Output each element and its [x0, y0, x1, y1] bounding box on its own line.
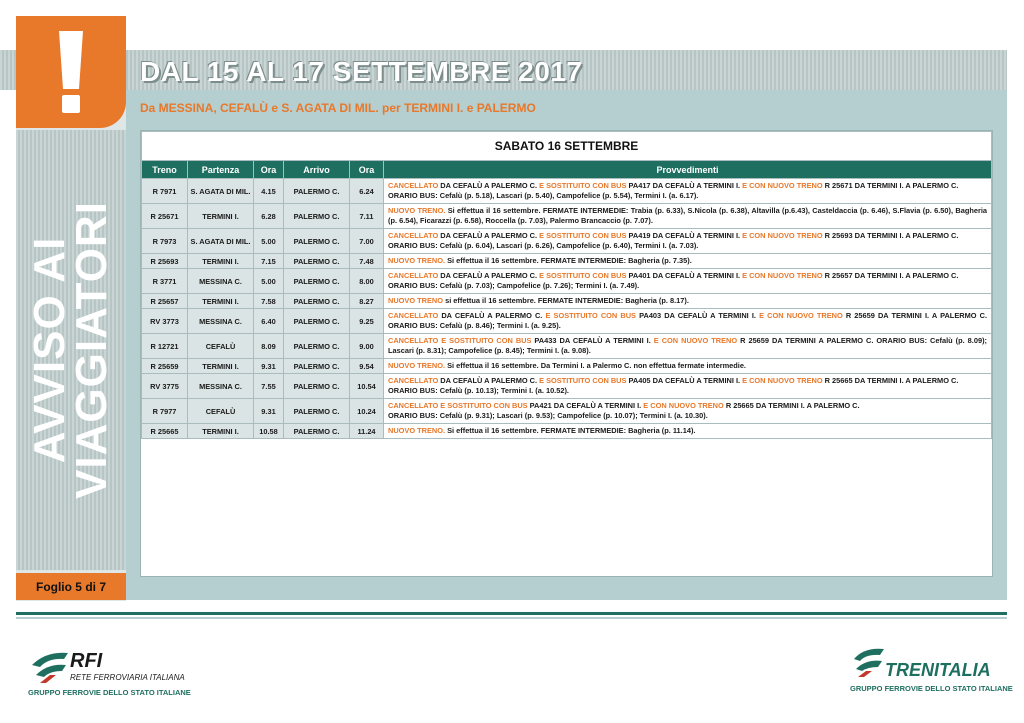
measure-highlight: NUOVO TRENO.	[388, 361, 446, 370]
measure-text: PA417 DA CEFALÙ A TERMINI I.	[626, 181, 743, 190]
arrival-cell: PALERMO C.	[284, 374, 350, 399]
arrival-time-cell: 10.24	[350, 399, 384, 424]
departure-time-cell: 8.09	[254, 334, 284, 359]
exclamation-icon	[51, 27, 91, 117]
measures-cell	[384, 269, 992, 294]
arrival-cell: PALERMO C.	[284, 294, 350, 309]
measure-text: R 25657 DA TERMINI I. A PALERMO C.	[822, 271, 959, 280]
measure-text: DA CEFALÙ A PALERMO C.	[438, 376, 540, 385]
arrival-cell: PALERMO C.	[284, 269, 350, 294]
arrival-cell: PALERMO C.	[284, 309, 350, 334]
schedule-table	[141, 131, 992, 439]
departure-time-cell: 5.00	[254, 269, 284, 294]
departure-cell: S. AGATA DI MIL.	[188, 229, 254, 254]
measure-text: PA405 DA CEFALÙ A TERMINI I.	[626, 376, 743, 385]
measure-highlight: NUOVO TRENO.	[388, 256, 446, 265]
train-cell: RV 3773	[142, 309, 188, 334]
measure-text: R 25659 DA TERMINI I. A PALERMO C. ORARIO BUS: Cefalù (p. 8.46); Termini I. (a. 9.25).	[388, 311, 987, 330]
measure-highlight: E CON NUOVO TRENO	[643, 401, 724, 410]
departure-cell: MESSINA C.	[188, 374, 254, 399]
measure-highlight: CANCELLATO E SOSTITUITO CON BUS	[388, 401, 528, 410]
measures-cell	[384, 229, 992, 254]
date-heading: SABATO 16 SETTEMBRE	[142, 132, 992, 161]
departure-cell: TERMINI I.	[188, 254, 254, 269]
train-cell: RV 3775	[142, 374, 188, 399]
arrival-time-cell: 9.54	[350, 359, 384, 374]
arrival-time-cell: 7.00	[350, 229, 384, 254]
trenitalia-brand-name: TRENITALIA	[885, 660, 991, 680]
table-row	[142, 359, 992, 374]
train-cell: R 7971	[142, 179, 188, 204]
departure-time-cell: 5.00	[254, 229, 284, 254]
arrival-time-cell: 9.25	[350, 309, 384, 334]
train-cell: R 3771	[142, 269, 188, 294]
measure-text: Si effettua il 16 settembre. FERMATE INTERMEDIE: Trabia (p. 6.33), S.Nicola (p. 6.38), Altavilla (p.6.43), Casteldaccia (p. 6.46), S.Flavia (p. 6.50), Bagheria (p. 6.54), Ficarazzi (p. 6.58), Roccella (p. 7.03), Palermo Brancaccio (p. 7.07).	[388, 206, 988, 225]
footer-rule	[16, 612, 1007, 615]
departure-cell: S. AGATA DI MIL.	[188, 179, 254, 204]
measure-text: si effettua il 16 settembre. FERMATE INTERMEDIE: Bagheria (p. 8.17).	[443, 296, 689, 305]
measures-cell	[384, 179, 992, 204]
measure-text: DA CEFALÙ A PALERMO C.	[438, 271, 540, 280]
measure-text: PA403 DA CEFALÙ A TERMINI I.	[635, 311, 760, 320]
rfi-brand-subtitle: RETE FERROVIARIA ITALIANA	[70, 673, 185, 682]
column-header: Treno	[142, 161, 188, 179]
arrival-time-cell: 6.24	[350, 179, 384, 204]
arrival-time-cell: 8.27	[350, 294, 384, 309]
arrival-cell: PALERMO C.	[284, 254, 350, 269]
column-header: Ora	[350, 161, 384, 179]
arrival-cell: PALERMO C.	[284, 229, 350, 254]
departure-cell: TERMINI I.	[188, 294, 254, 309]
vertical-title-line2: VIAGGIATORI	[67, 201, 116, 499]
measure-text: DA CEFALÙ A PALERMO C.	[438, 231, 540, 240]
departure-time-cell: 10.58	[254, 424, 284, 439]
vertical-title	[25, 201, 116, 499]
measure-highlight: E SOSTITUITO CON BUS	[539, 231, 627, 240]
measure-text: ORARIO BUS: Cefalù (p. 6.04), Lascari (p. 6.26), Campofelice (p. 6.40), Termini I. (a. 7.03).	[388, 241, 699, 250]
departure-time-cell: 9.31	[254, 399, 284, 424]
measures-cell	[384, 334, 992, 359]
departure-cell: CEFALÙ	[188, 399, 254, 424]
departure-cell: TERMINI I.	[188, 359, 254, 374]
measures-cell	[384, 399, 992, 424]
page-subtitle: Da MESSINA, CEFALÙ e S. AGATA DI MIL. per TERMINI I. e PALERMO	[140, 101, 536, 115]
measure-highlight: E CON NUOVO TRENO	[742, 376, 823, 385]
arrival-time-cell: 8.00	[350, 269, 384, 294]
measures-cell	[384, 254, 992, 269]
measure-text: R 25665 DA TERMINI I. A PALERMO C.	[822, 376, 959, 385]
measure-highlight: NUOVO TRENO.	[388, 206, 446, 215]
train-cell: R 12721	[142, 334, 188, 359]
measure-highlight: CANCELLATO	[388, 181, 439, 190]
measure-highlight: E SOSTITUITO CON BUS	[539, 181, 627, 190]
measure-highlight: E SOSTITUITO CON BUS	[545, 311, 636, 320]
departure-cell: TERMINI I.	[188, 204, 254, 229]
schedule-table-wrapper	[140, 130, 993, 577]
arrival-cell: PALERMO C.	[284, 179, 350, 204]
train-cell: R 7973	[142, 229, 188, 254]
arrival-cell: PALERMO C.	[284, 359, 350, 374]
table-body	[142, 179, 992, 439]
departure-time-cell: 4.15	[254, 179, 284, 204]
vertical-title-line1: AVVISO AI	[25, 236, 74, 464]
table-row	[142, 424, 992, 439]
measure-highlight: NUOVO TRENO	[388, 296, 444, 305]
measures-cell	[384, 359, 992, 374]
arrival-time-cell: 11.24	[350, 424, 384, 439]
departure-time-cell: 7.58	[254, 294, 284, 309]
table-row	[142, 374, 992, 399]
measures-cell	[384, 424, 992, 439]
departure-cell: MESSINA C.	[188, 269, 254, 294]
measure-text: PA433 DA CEFALÙ A TERMINI I.	[531, 336, 654, 345]
measure-text: ORARIO BUS: Cefalù (p. 7.03); Campofelice (p. 7.26); Termini I. (a. 7.49).	[388, 281, 640, 290]
departure-cell: CEFALÙ	[188, 334, 254, 359]
measure-highlight: NUOVO TRENO.	[388, 426, 446, 435]
train-cell: R 7977	[142, 399, 188, 424]
rfi-brand-name: RFI	[70, 650, 103, 672]
footer-rule-light	[16, 617, 1007, 619]
trenitalia-logo-icon	[850, 645, 890, 681]
table-row	[142, 229, 992, 254]
measure-highlight: CANCELLATO	[388, 311, 439, 320]
measure-highlight: E CON NUOVO TRENO	[759, 311, 843, 320]
measure-text: ORARIO BUS: Cefalù (p. 5.18), Lascari (p. 5.40), Campofelice (p. 5.54), Termini I. (a. 6.17).	[388, 191, 699, 200]
arrival-cell: PALERMO C.	[284, 399, 350, 424]
departure-time-cell: 6.40	[254, 309, 284, 334]
measure-text: DA CEFALÙ A PALERMO C.	[438, 311, 546, 320]
table-row	[142, 309, 992, 334]
measure-text: DA CEFALÙ A PALERMO C.	[438, 181, 540, 190]
table-row	[142, 204, 992, 229]
measure-highlight: E CON NUOVO TRENO	[742, 181, 823, 190]
departure-time-cell: 7.55	[254, 374, 284, 399]
departure-cell: MESSINA C.	[188, 309, 254, 334]
measure-text: Si effettua il 16 settembre. FERMATE INTERMEDIE: Bagheria (p. 7.35).	[445, 256, 692, 265]
measure-highlight: E CON NUOVO TRENO	[742, 271, 823, 280]
measure-highlight: E CON NUOVO TRENO	[742, 231, 823, 240]
departure-time-cell: 7.15	[254, 254, 284, 269]
measure-text: Si effettua il 16 settembre. FERMATE INTERMEDIE: Bagheria (p. 11.14).	[445, 426, 696, 435]
train-cell: R 25671	[142, 204, 188, 229]
measure-text: Si effettua il 16 settembre. Da Termini I. a Palermo C. non effettua fermate intermedie.	[445, 361, 746, 370]
arrival-time-cell: 7.48	[350, 254, 384, 269]
table-row	[142, 294, 992, 309]
measure-text: R 25693 DA TERMINI I. A PALERMO C.	[822, 231, 959, 240]
measure-highlight: CANCELLATO	[388, 231, 439, 240]
measure-text: ORARIO BUS: Cefalù (p. 10.13); Termini I. (a. 10.52).	[388, 386, 569, 395]
arrival-time-cell: 10.54	[350, 374, 384, 399]
train-cell: R 25659	[142, 359, 188, 374]
table-row	[142, 179, 992, 204]
table-row	[142, 334, 992, 359]
measures-cell	[384, 294, 992, 309]
train-cell: R 25693	[142, 254, 188, 269]
measure-highlight: E SOSTITUITO CON BUS	[539, 376, 627, 385]
measures-cell	[384, 309, 992, 334]
measure-text: PA421 DA CEFALÙ A TERMINI I.	[527, 401, 644, 410]
column-header-row	[142, 161, 992, 179]
departure-cell: TERMINI I.	[188, 424, 254, 439]
departure-time-cell: 6.28	[254, 204, 284, 229]
measure-text: ORARIO BUS: Cefalù (p. 9.31); Lascari (p. 9.53); Campofelice (p. 10.07); Termini I. (a. 10.30).	[388, 411, 708, 420]
column-header: Partenza	[188, 161, 254, 179]
page-title: DAL 15 AL 17 SETTEMBRE 2017	[140, 56, 583, 87]
train-cell: R 25657	[142, 294, 188, 309]
sheet-indicator: Foglio 5 di 7	[16, 573, 126, 600]
measure-text: R 25665 DA TERMINI I. A PALERMO C.	[723, 401, 860, 410]
arrival-time-cell: 7.11	[350, 204, 384, 229]
measure-text: PA401 DA CEFALÙ A TERMINI I.	[626, 271, 743, 280]
measure-highlight: E CON NUOVO TRENO	[653, 336, 738, 345]
column-header: Ora	[254, 161, 284, 179]
arrival-cell: PALERMO C.	[284, 204, 350, 229]
column-header: Arrivo	[284, 161, 350, 179]
arrival-cell: PALERMO C.	[284, 334, 350, 359]
rfi-group-label: GRUPPO FERROVIE DELLO STATO ITALIANE	[28, 688, 191, 697]
measures-cell	[384, 204, 992, 229]
measure-text: R 25659 DA TERMINI A PALERMO C. ORARIO BUS: Cefalù (p. 8.09); Lascari (p. 8.31); Campofelice (p. 8.45); Termini I. (a. 9.08).	[388, 336, 987, 355]
arrival-time-cell: 9.00	[350, 334, 384, 359]
measure-highlight: CANCELLATO E SOSTITUITO CON BUS	[388, 336, 532, 345]
arrival-cell: PALERMO C.	[284, 424, 350, 439]
measure-highlight: CANCELLATO	[388, 271, 439, 280]
measure-text: PA419 DA CEFALÙ A TERMINI I.	[626, 231, 743, 240]
table-row	[142, 254, 992, 269]
departure-time-cell: 9.31	[254, 359, 284, 374]
train-cell: R 25665	[142, 424, 188, 439]
table-row	[142, 399, 992, 424]
measure-highlight: E SOSTITUITO CON BUS	[539, 271, 627, 280]
table-row	[142, 269, 992, 294]
trenitalia-group-label: GRUPPO FERROVIE DELLO STATO ITALIANE	[850, 684, 1013, 693]
measures-cell	[384, 374, 992, 399]
measure-highlight: CANCELLATO	[388, 376, 439, 385]
column-header: Provvedimenti	[384, 161, 992, 179]
measure-text: R 25671 DA TERMINI I. A PALERMO C.	[822, 181, 959, 190]
alert-block	[16, 16, 126, 128]
